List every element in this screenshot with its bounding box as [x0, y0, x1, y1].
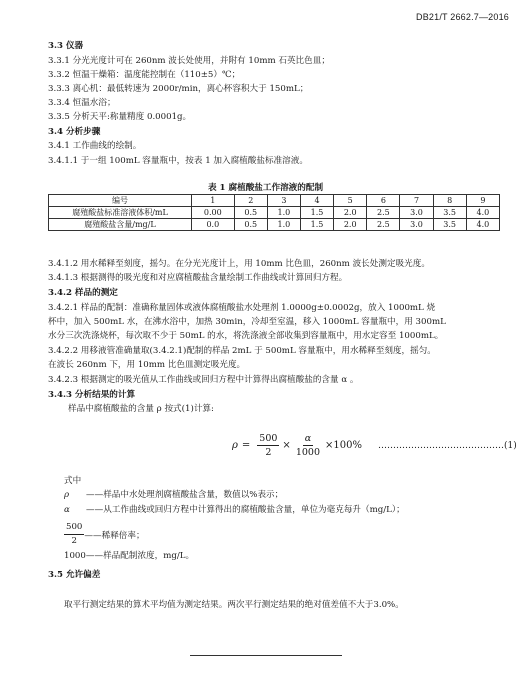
- table-cell: 3.0: [400, 207, 433, 219]
- header-cell: 3: [267, 195, 300, 207]
- header-cell: 2: [234, 195, 267, 207]
- table-cell: 1.5: [300, 207, 333, 219]
- def-dilution-numerator: 500: [64, 521, 84, 535]
- item-3-3-1: 3.3.1 分光光度计可在 260nm 波长处使用，并附有 10mm 石英比色皿；: [48, 56, 330, 66]
- def-dilution: [64, 521, 145, 548]
- formula-times: ×: [282, 440, 291, 451]
- table-cell: 0.0: [192, 219, 235, 231]
- formula-number: ……………………………………(1): [377, 440, 517, 451]
- header-cell: 6: [367, 195, 400, 207]
- row-label-cell: 腐殖酸盐含量/mg/L: [49, 219, 192, 231]
- def-dilution-denominator: 2: [71, 536, 77, 546]
- paragraph-3-4-2-2-line1: 3.4.2.2 用移液管准确量取(3.4.2.1)配制的样品 2mL 于 500mL 容量瓶中，用水稀释至刻度，摇匀。: [48, 346, 436, 356]
- def-thousand: [64, 551, 194, 562]
- section-3-3-title: 3.3 仪器: [48, 41, 84, 51]
- formula-rho: ρ: [232, 440, 238, 451]
- row-label-cell: 腐殖酸盐标准溶液体积/mL: [49, 207, 192, 219]
- header-label-cell: 编号: [49, 195, 192, 207]
- paragraph-3-4-2-1-line2: 杯中，加入 500mL 水，在沸水浴中，加热 30min，冷却至室温，移入 1000mL 容量瓶中，用 300mL: [48, 317, 446, 327]
- where-label: 式中: [64, 476, 82, 486]
- header-cell: 8: [433, 195, 466, 207]
- table-row: [49, 219, 500, 231]
- calculation-intro: 样品中腐植酸盐的含量 ρ 按式(1)计算:: [68, 404, 214, 414]
- item-3-3-2: 3.3.2 恒温干燥箱：温度能控制在（110±5）℃；: [48, 70, 241, 80]
- formula-numerator-1: 500: [259, 433, 278, 444]
- table-cell: 0.00: [192, 207, 235, 219]
- def-thousand-symbol: 1000: [64, 551, 86, 561]
- def-alpha-symbol: α: [64, 505, 70, 515]
- table-cell: 4.0: [466, 207, 499, 219]
- formula-denominator-1: 2: [265, 447, 272, 458]
- header-cell: 7: [400, 195, 433, 207]
- table-cell: 2.0: [334, 207, 367, 219]
- table-cell: 0.5: [234, 207, 267, 219]
- table-caption: 表 1 腐植酸盐工作溶液的配制: [207, 183, 324, 193]
- section-3-4-1-3: 3.4.1.3 根据测得的吸光度和对应腐植酸盐含量绘制工作曲线或计算回归方程。: [48, 273, 348, 283]
- formula-numerator-2: α: [304, 433, 312, 444]
- working-solution-table: [48, 194, 500, 231]
- section-3-4-2-title: 3.4.2 样品的测定: [48, 288, 118, 298]
- table-cell: 3.5: [433, 219, 466, 231]
- section-3-4-3-title: 3.4.3 分析结果的计算: [48, 390, 136, 400]
- paragraph-3-4-2-2-line2: 在波长 260nm 下，用 10mm 比色皿测定吸光度。: [48, 360, 246, 370]
- def-dilution-text: ——稀释倍率；: [84, 530, 145, 541]
- paragraph-3-4-2-3: 3.4.2.3 根据测定的吸光值从工作曲线或回归方程中计算得出腐植酸盐的含量 α 。: [48, 375, 359, 385]
- item-3-3-4: 3.3.4 恒温水浴；: [48, 98, 116, 108]
- paragraph-3-4-2-1-line1: 3.4.2.1 样品的配制：准确称量固体或液体腐植酸盐水处理剂 1.0000g±0.0002g，放入 1000mL 烧: [48, 303, 436, 313]
- formula-denominator-2: 1000: [295, 447, 320, 458]
- header-cell: 1: [192, 195, 235, 207]
- def-dilution-fraction: [64, 521, 84, 548]
- header-cell: 4: [300, 195, 333, 207]
- table-cell: 2.5: [367, 219, 400, 231]
- def-thousand-text: ——样品配制浓度，mg/L。: [85, 551, 195, 561]
- table-cell: 1.0: [267, 207, 300, 219]
- table-cell: 2.5: [367, 207, 400, 219]
- table-cell: 0.5: [234, 219, 267, 231]
- header-cell: 5: [334, 195, 367, 207]
- item-3-3-3: 3.3.3 离心机：最低转速为 2000r/min，离心杯容积大于 150mL；: [48, 84, 309, 94]
- def-rho-symbol: ρ: [64, 490, 70, 500]
- def-rho: [64, 490, 283, 501]
- table-cell: 4.0: [466, 219, 499, 231]
- table-cell: 3.5: [433, 207, 466, 219]
- formula-fraction-1: [257, 432, 279, 459]
- section-3-5-title: 3.5 允许偏差: [48, 570, 101, 580]
- section-3-4-1-1: 3.4.1.1 于一组 100mL 容量瓶中，按表 1 加入腐植酸盐标准溶液。: [48, 156, 308, 166]
- end-rule: [190, 655, 342, 656]
- table-row: [49, 207, 500, 219]
- def-rho-text: ——样品中水处理剂腐植酸盐含量，数值以%表示；: [86, 490, 284, 500]
- section-3-4-1-2: 3.4.1.2 用水稀释至刻度，摇匀。在分光光度计上，用 10mm 比色皿，260nm 波长处测定吸光度。: [48, 259, 430, 269]
- formula-equals: =: [241, 440, 251, 451]
- table-cell: 1.5: [300, 219, 333, 231]
- header-cell: 9: [466, 195, 499, 207]
- def-alpha: [64, 505, 405, 516]
- standard-header: DB21/T 2662.7—2016: [416, 12, 509, 22]
- def-alpha-text: ——从工作曲线或回归方程中计算得出的腐植酸盐含量，单位为毫克每升（mg/L）；: [86, 505, 405, 515]
- formula-1: [232, 432, 517, 459]
- table-cell: 3.0: [400, 219, 433, 231]
- section-3-4-title: 3.4 分析步骤: [48, 127, 101, 137]
- formula-fraction-2: [294, 432, 322, 459]
- item-3-3-5: 3.3.5 分析天平:称量精度 0.0001g。: [48, 112, 192, 122]
- table-cell: 2.0: [334, 219, 367, 231]
- section-3-5-text: 取平行测定结果的算术平均值为测定结果。两次平行测定结果的绝对值差值不大于3.0%。: [64, 600, 404, 610]
- section-3-4-1: 3.4.1 工作曲线的绘制。: [48, 141, 142, 151]
- formula-times-percent: ×100%: [325, 440, 362, 451]
- table-cell: 1.0: [267, 219, 300, 231]
- paragraph-3-4-2-1-line3: 水分三次洗涤烧杯，每次取不少于 50mL 的水，将洗涤液全部收集到容量瓶中，用水定容至 1000mL。: [48, 331, 444, 341]
- table-header-row: [49, 195, 500, 207]
